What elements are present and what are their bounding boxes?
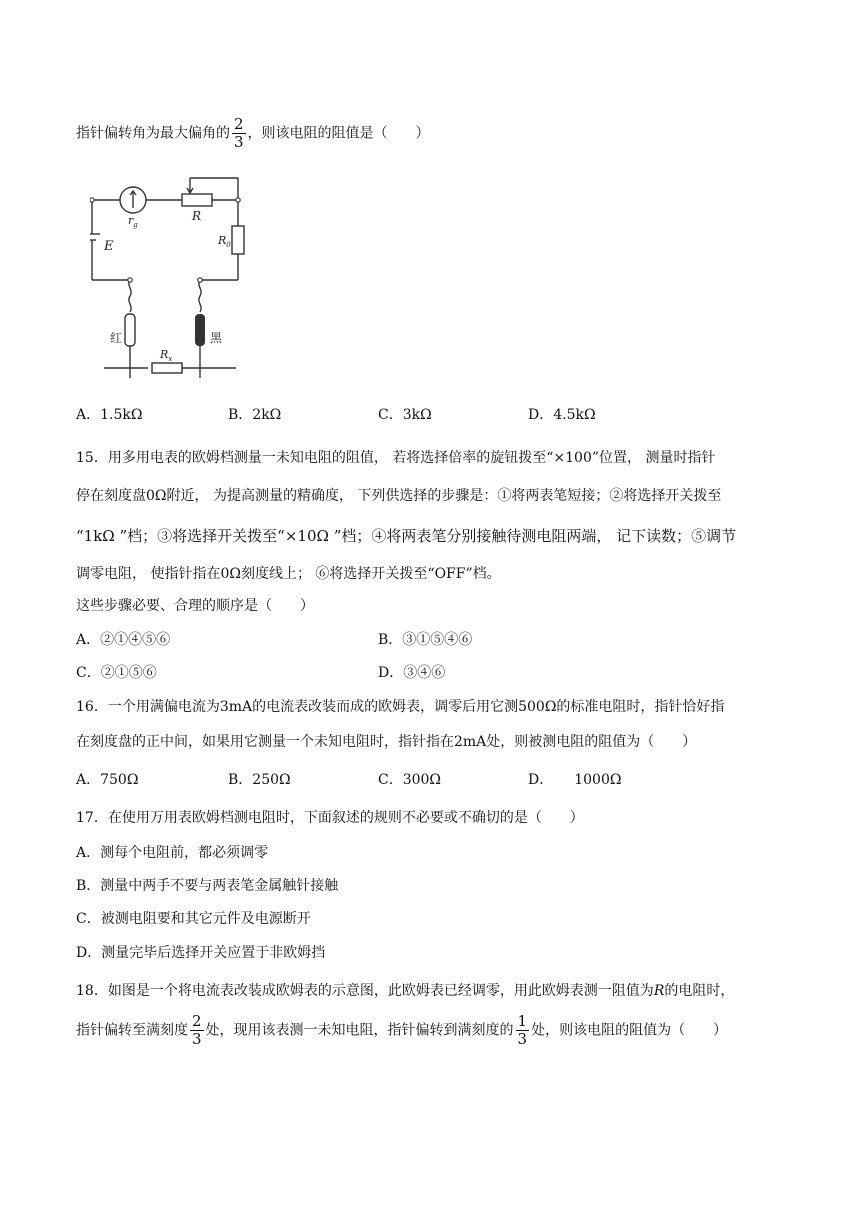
- q15-line-4: 调零电阻， 使指针指在0Ω刻度线上； ⑥将选择开关拨至“OFF”档。: [76, 566, 501, 582]
- q18-line-1-pre: 18．如图是一个将电流表改装成欧姆表的示意图，此欧姆表已经调零，用此欧姆表测一阻值为: [76, 983, 654, 999]
- q18-line-2-a: 指针偏转至满刻度: [76, 1022, 188, 1039]
- q14-fraction: [232, 116, 246, 151]
- q18-fraction-1: [190, 1013, 204, 1048]
- q14-option-d: D．4.5kΩ: [528, 407, 596, 423]
- q18-frac1-den: 3: [192, 1030, 202, 1048]
- q15-option-a: A．②①④⑤⑥: [76, 632, 171, 648]
- red-lead-label: 红: [110, 331, 123, 345]
- q16-option-a: A．750Ω: [76, 772, 139, 788]
- ohmmeter-circuit-diagram: [90, 168, 260, 382]
- q15-option-d: D．③④⑥: [378, 665, 446, 681]
- r0-label: $R_0$: [218, 234, 231, 249]
- q14-stem-post: ，则该电阻的阻值是（ ）: [247, 125, 430, 142]
- q14-frac-num: 2: [234, 115, 244, 133]
- q14-stem: [76, 116, 430, 151]
- q18-line-2-b: 处，现用该表测一未知电阻，指针偏转到满刻度的: [205, 1022, 514, 1039]
- q15-line-2: 停在刻度盘0Ω附近， 为提高测量的精确度， 下列供选择的步骤是：①将两表笔短接；②将选择开关拨至: [76, 488, 722, 504]
- q16-line-2: 在刻度盘的正中间，如果用它测量一个未知电阻时，指针指在2mA处，则被测电阻的阻值为（ ）: [76, 734, 697, 750]
- q17-option-b: B．测量中两手不要与两表笔金属触针接触: [76, 878, 339, 894]
- e-label: E: [104, 239, 114, 254]
- q15-line-3: “1kΩ ”档；③将选择开关拨至“×10Ω ”档；④将两表笔分别接触待测电阻两端， 记下读数；⑤调节: [76, 527, 737, 545]
- q18-frac2-num: 1: [517, 1012, 528, 1030]
- r-label: R: [192, 209, 202, 223]
- q17-stem: 17．在使用万用表欧姆档测电阻时，下面叙述的规则不必要或不确切的是（ ）: [76, 810, 584, 826]
- q16-option-c: C．300Ω: [378, 772, 442, 788]
- q16-option-d: D． 1000Ω: [528, 772, 622, 788]
- q15-option-c: C．②①⑤⑥: [76, 665, 157, 681]
- q17-option-a: A．测每个电阻前，都必须调零: [76, 845, 269, 861]
- q18-line-1: [76, 981, 734, 1001]
- q14-option-c: C．3kΩ: [378, 407, 432, 423]
- q16-option-b: B．250Ω: [228, 772, 291, 788]
- q18-line-2: [76, 1013, 727, 1048]
- q15-line-5: 这些步骤必要、合理的顺序是（ ）: [76, 598, 314, 614]
- q14-option-b: B．2kΩ: [228, 407, 282, 423]
- q15-option-b: B．③①⑤④⑥: [378, 632, 473, 648]
- rg-label: $r_g$: [128, 214, 138, 229]
- q18-variable-r: R: [653, 983, 665, 999]
- q17-option-c: C．被测电阻要和其它元件及电源断开: [76, 911, 311, 927]
- q18-line-2-c: 处，则该电阻的阻值为（ ）: [531, 1022, 728, 1039]
- q15-line-1: 15．用多用电表的欧姆档测量一未知电阻的阻值， 若将选择倍率的旋钮拨至“×100”位置， 测量时指针: [76, 450, 716, 466]
- q18-frac1-num: 2: [192, 1012, 202, 1030]
- q18-fraction-2: [516, 1013, 530, 1048]
- black-lead-label: 黑: [210, 331, 223, 345]
- q17-option-d: D．测量完毕后选择开关应置于非欧姆挡: [76, 945, 326, 961]
- q14-frac-den: 3: [234, 133, 244, 151]
- rx-label: $R_x$: [160, 348, 173, 363]
- q14-stem-pre: 指针偏转角为最大偏角的: [76, 125, 230, 142]
- q18-frac2-den: 3: [517, 1030, 528, 1048]
- q16-line-1: 16．一个用满偏电流为3mA的电流表改装而成的欧姆表，调零后用它测500Ω的标准电阻时，指针恰好指: [76, 699, 725, 715]
- q18-line-1-post: 的电阻时，: [664, 983, 735, 999]
- q14-option-a: A．1.5kΩ: [76, 407, 143, 423]
